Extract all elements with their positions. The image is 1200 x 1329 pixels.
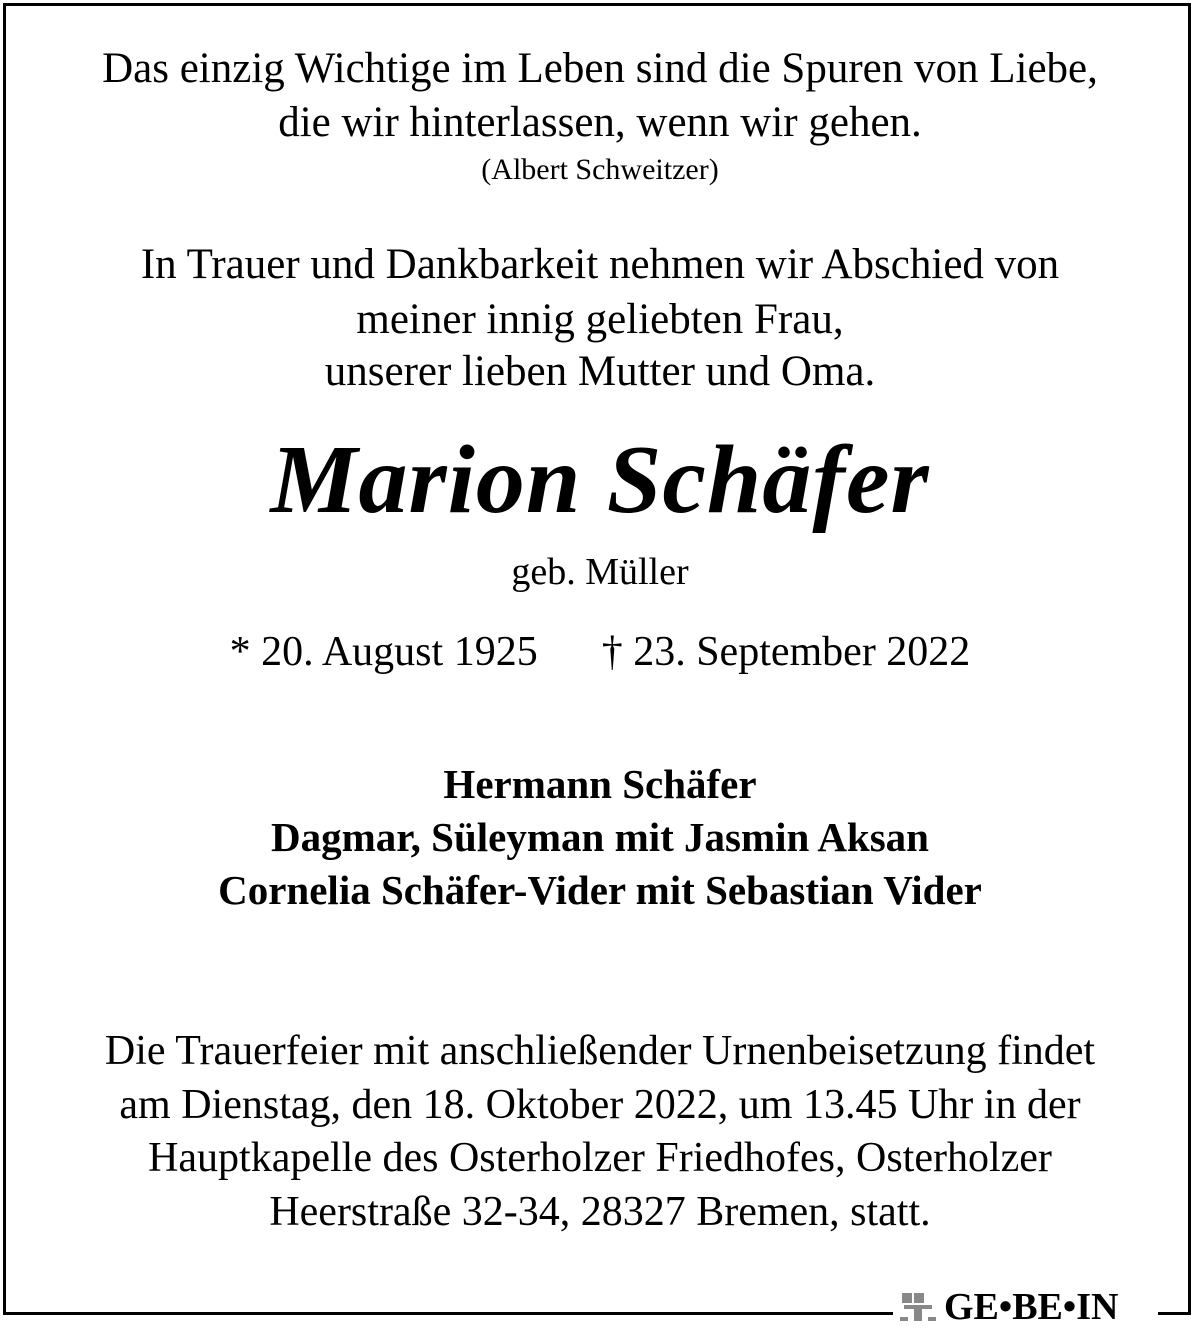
notice-line-3: Hauptkapelle des Osterholzer Friedhofes, Osterholzer <box>148 1135 1052 1181</box>
bottom-rule <box>3 1312 893 1315</box>
intro-line-2: meiner innig geliebten Frau, <box>356 296 844 343</box>
deceased-name: Marion Schäfer <box>270 426 930 534</box>
gebein-logo <box>898 1286 1119 1328</box>
notice-line-4: Heerstraße 32-34, 28327 Bremen, statt. <box>269 1189 931 1235</box>
birth-date: * 20. August 1925 <box>229 629 538 675</box>
death-date: † 23. September 2022 <box>601 629 971 675</box>
quote-source: (Albert Schweitzer) <box>481 153 719 186</box>
mourner-3: Cornelia Schäfer-Vider mit Sebastian Vider <box>218 867 982 913</box>
notice-line-2: am Dienstag, den 18. Oktober 2022, um 13.45 Uhr in der <box>119 1082 1081 1128</box>
life-dates <box>0 628 1200 676</box>
mourner-2: Dagmar, Süleyman mit Jasmin Aksan <box>270 814 929 860</box>
quote-line-2: die wir hinterlassen, wenn wir gehen. <box>278 99 922 146</box>
maiden-name: geb. Müller <box>511 551 689 593</box>
gebein-logo-text: GE•BE•IN <box>944 1286 1119 1328</box>
quote-line-1: Das einzig Wichtige im Leben sind die Spuren von Liebe, <box>102 45 1098 92</box>
bottom-rule-right <box>1158 1312 1191 1315</box>
notice-line-1: Die Trauerfeier mit anschließender Urnenbeisetzung findet <box>104 1028 1096 1074</box>
intro-line-1: In Trauer und Dankbarkeit nehmen wir Abschied von <box>140 241 1060 288</box>
mourner-1: Hermann Schäfer <box>443 761 757 807</box>
intro-line-3: unserer lieben Mutter und Oma. <box>324 348 876 395</box>
gebein-emblem-icon <box>898 1291 938 1323</box>
